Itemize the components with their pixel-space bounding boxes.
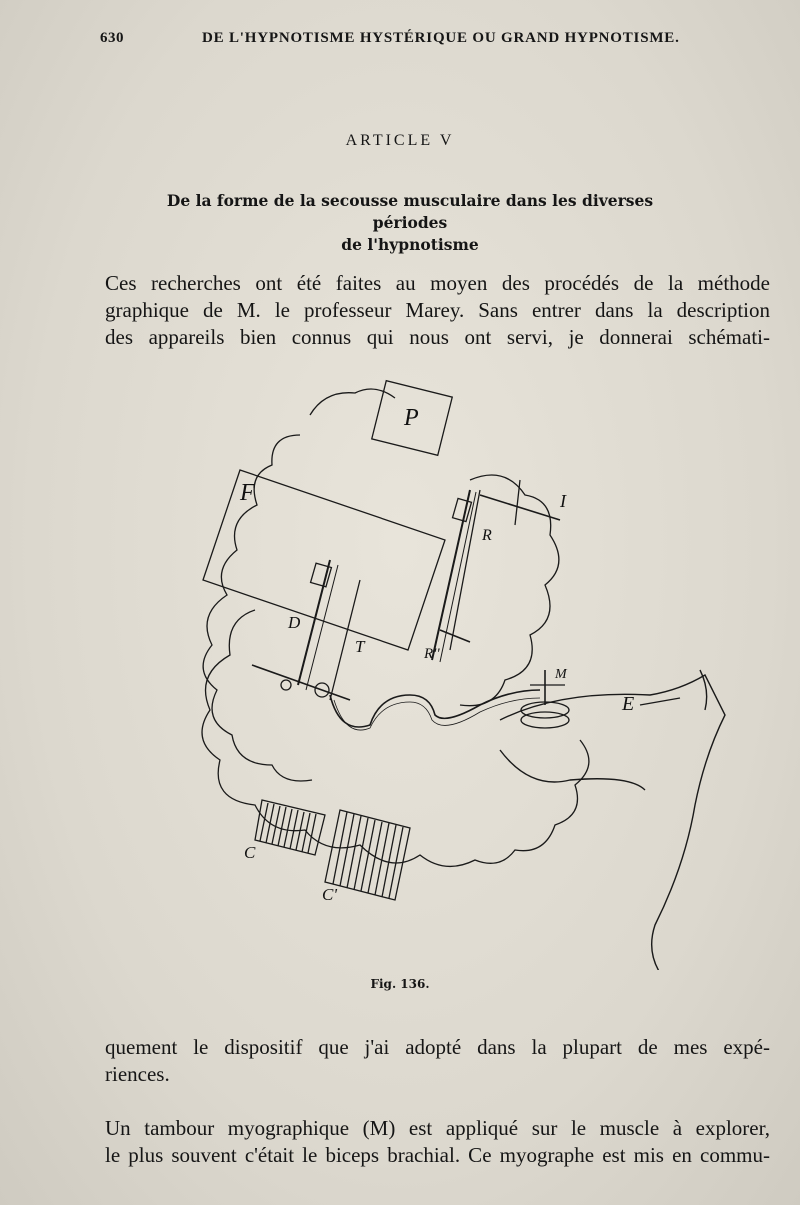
paragraph-2 (105, 1034, 770, 1088)
text-line: des appareils bien connus qui nous ont servi, je donnerai schémati- (105, 325, 770, 349)
label-c-prime: C' (322, 885, 337, 904)
article-title: ARTICLE V (345, 132, 455, 149)
cloud-outline (202, 389, 589, 866)
paragraph-1 (105, 270, 770, 351)
running-head: DE L'HYPNOTISME HYSTÉRIQUE OU GRAND HYPNOTISME. (202, 30, 680, 46)
label-r-double-prime: R'' (424, 646, 440, 662)
label-f: F (240, 480, 255, 506)
air-tube (330, 690, 540, 727)
coil-c-prime (325, 810, 410, 900)
label-p: P (404, 405, 419, 431)
text-line: riences. (105, 1062, 170, 1086)
label-c: C (244, 843, 256, 862)
label-r: R (482, 527, 492, 544)
text-line: Un tambour myographique (M) est appliqué sur le muscle à explorer, (105, 1116, 770, 1140)
section-heading (130, 190, 690, 256)
text-line: le plus souvent c'était le biceps brachial. Ce myographe est mis en commu- (105, 1143, 770, 1167)
text-line: quement le dispositif que j'ai adopté dans la plupart de mes expé- (105, 1035, 770, 1059)
label-m: M (555, 667, 567, 682)
section-heading-line-2: de l'hypnotisme (341, 235, 479, 254)
label-i: I (560, 491, 566, 511)
label-d: D (288, 613, 301, 632)
paragraph-3 (105, 1115, 770, 1169)
figure-caption: Fig. 136. (370, 977, 430, 991)
page-header (100, 30, 770, 54)
label-e: E (622, 693, 635, 715)
page-number: 630 (100, 30, 124, 46)
arm-e (500, 670, 725, 970)
label-t: T (355, 637, 365, 656)
figure-136 (0, 360, 800, 970)
text-line: Ces recherches ont été faites au moyen des procédés de la méthode (105, 271, 770, 295)
section-heading-line-1: De la forme de la secousse musculaire dans les diverses périodes (166, 191, 654, 232)
coil-c (255, 800, 325, 855)
text-line: graphique de M. le professeur Marey. Sans entrer dans la description (105, 298, 770, 322)
apparatus-illustration (0, 360, 800, 970)
